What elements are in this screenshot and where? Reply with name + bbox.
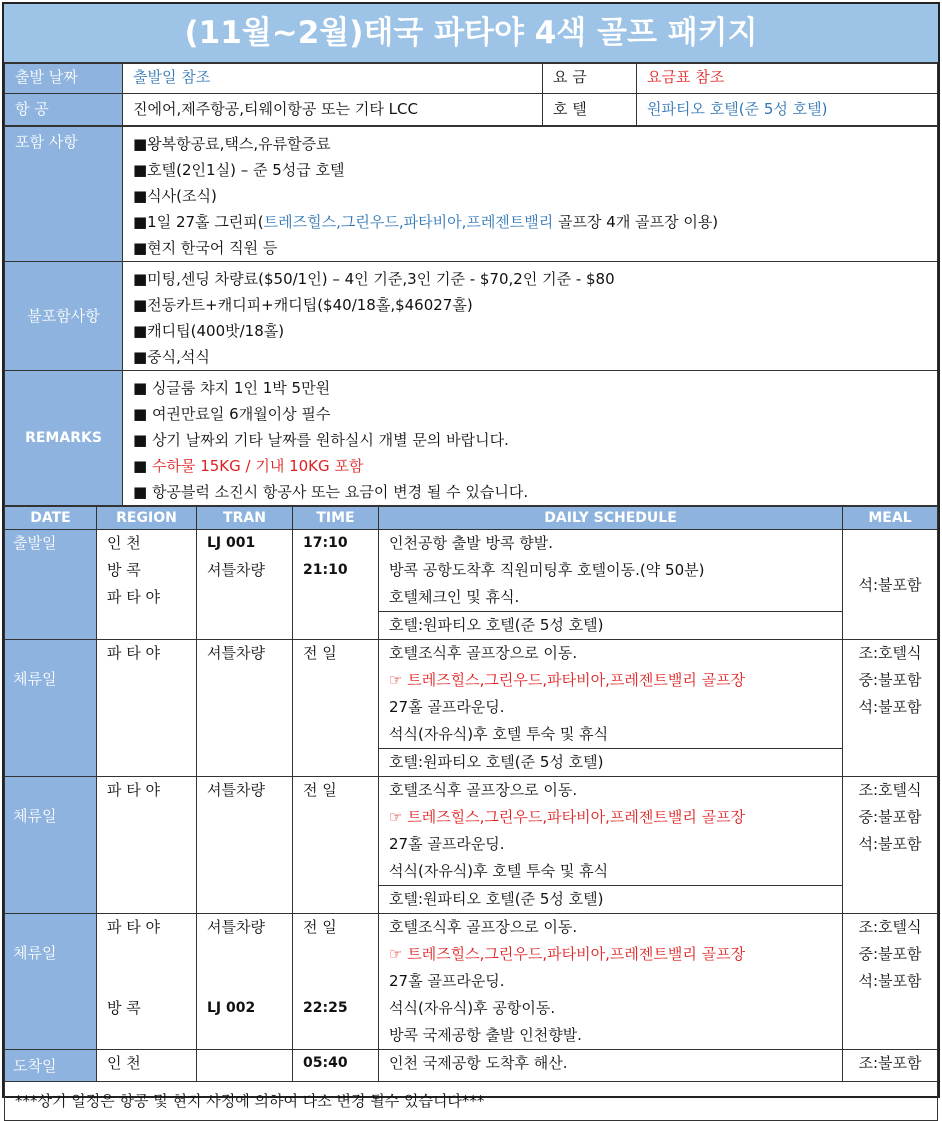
golf-suffix: 골프장 4개 골프장 이용) <box>553 213 719 231</box>
hotel-line: 호텔:원파티오 호텔(준 5성 호텔) <box>379 748 842 776</box>
included-item: ■현지 한국어 직원 등 <box>133 239 278 257</box>
schedule-line: 27홀 골프라운딩. <box>389 698 505 716</box>
daily-schedule-cell <box>379 640 843 777</box>
meal: 조:호텔식 <box>858 781 922 799</box>
time: 05:40 <box>303 1055 348 1071</box>
flight-code: LJ 002 <box>207 1000 256 1016</box>
airline-row <box>5 94 938 126</box>
schedule-row <box>5 1050 938 1082</box>
departure-value: 출발일 참조 <box>123 64 543 94</box>
footer-row <box>5 1082 938 1121</box>
golf-course-line: ☞ 트레즈힐스,그린우드,파타비아,프레젠트밸리 골프장 <box>389 808 746 826</box>
remarks-item: ■ 여권만료일 6개월이상 필수 <box>133 405 331 423</box>
schedule-line: 방콕 공항도착후 직원미팅후 호텔이동.(약 50분) <box>389 561 705 579</box>
schedule-line: 호텔조식후 골프장으로 이동. <box>389 918 578 936</box>
header-time: TIME <box>293 507 379 530</box>
meal: 중:불포함 <box>858 671 922 689</box>
included-item: ■호텔(2인1실) – 준 5성급 호텔 <box>133 161 345 179</box>
included-item: ■왕복항공료,택스,유류할증료 <box>133 135 331 153</box>
time-cell <box>293 640 379 777</box>
header-daily-schedule: DAILY SCHEDULE <box>379 507 843 530</box>
daily-schedule-cell <box>379 914 843 1050</box>
meal-cell <box>843 640 938 777</box>
schedule-row <box>5 640 938 777</box>
golf-course-line: ☞ 트레즈힐스,그린우드,파타비아,프레젠트밸리 골프장 <box>389 671 746 689</box>
time: 21:10 <box>303 562 348 578</box>
region: 파 타 야 <box>107 644 161 662</box>
meal: 석:불포함 <box>858 575 922 594</box>
remarks-label: REMARKS <box>5 371 123 506</box>
included-list <box>123 127 938 262</box>
included-item: ■식사(조식) <box>133 187 217 205</box>
schedule-line: 방콕 국제공항 출발 인천향발. <box>389 1026 582 1044</box>
golf-course-line: ☞ 트레즈힐스,그린우드,파타비아,프레젠트밸리 골프장 <box>389 945 746 963</box>
header-tran: TRAN <box>197 507 293 530</box>
schedule-line: 호텔조식후 골프장으로 이동. <box>389 644 578 662</box>
transport: 셔틀차량 <box>207 561 265 579</box>
day-label: 도착일 <box>5 1050 97 1082</box>
region-cell <box>97 640 197 777</box>
time: 전 일 <box>303 918 337 936</box>
baggage-text: 수하물 15KG / 기내 10KG 포함 <box>151 457 364 475</box>
price-label: 요 금 <box>543 64 637 94</box>
golf-courses: 트레즈힐스,그린우드,파타비아,프레젠트밸리 <box>263 213 554 231</box>
departure-label: 출발 날짜 <box>5 64 123 94</box>
day-label: 체류일 <box>5 914 97 1050</box>
remarks-item: ■ 상기 날짜외 기타 날짜를 원하실시 개별 문의 바랍니다. <box>133 431 509 449</box>
header-meal: MEAL <box>843 507 938 530</box>
meal-cell <box>843 530 938 640</box>
meal: 중:불포함 <box>858 945 922 963</box>
itinerary-document <box>2 2 940 1110</box>
region: 파 타 야 <box>107 918 161 936</box>
region: 방 콕 <box>107 561 141 579</box>
meal: 조:호텔식 <box>858 918 922 936</box>
schedule-line: 인천공항 출발 방콕 향발. <box>389 534 553 552</box>
header-date: DATE <box>5 507 97 530</box>
region: 파 타 야 <box>107 781 161 799</box>
transport: 셔틀차량 <box>207 918 265 936</box>
golf-prefix: ■1일 27홀 그린피( <box>133 213 264 231</box>
time: 22:25 <box>303 1000 348 1016</box>
schedule-line: 호텔체크인 및 휴식. <box>389 588 520 606</box>
schedule-header <box>5 507 938 530</box>
hotel-value: 원파티오 호텔(준 5성 호텔) <box>637 94 938 126</box>
excluded-item: ■캐디팁(400밧/18홀) <box>133 322 285 340</box>
meal: 중:불포함 <box>858 808 922 826</box>
meal-cell <box>843 914 938 1050</box>
schedule-line: 석식(자유식)후 호텔 투숙 및 휴식 <box>389 725 609 743</box>
header-region: REGION <box>97 507 197 530</box>
region-cell <box>97 530 197 640</box>
remarks-item: ■ 싱글룸 챠지 1인 1박 5만원 <box>133 379 331 397</box>
hotel-label: 호 텔 <box>543 94 637 126</box>
tran-cell <box>197 530 293 640</box>
meal: 석:불포함 <box>858 972 922 990</box>
time-cell <box>293 777 379 914</box>
schedule-line: 인천 국제공항 도착후 해산. <box>389 1054 568 1072</box>
meal-cell <box>843 777 938 914</box>
time-cell <box>293 530 379 640</box>
price-value: 요금표 참조 <box>637 64 938 94</box>
transport: 셔틀차량 <box>207 644 265 662</box>
meal: 석:불포함 <box>858 835 922 853</box>
schedule-row <box>5 914 938 1050</box>
region-cell <box>97 914 197 1050</box>
day-label: 체류일 <box>5 777 97 914</box>
excluded-label: 불포함사항 <box>5 262 123 371</box>
airline-label: 항 공 <box>5 94 123 126</box>
included-label: 포함 사항 <box>5 127 123 262</box>
transport: 셔틀차량 <box>207 781 265 799</box>
baggage-prefix: ■ <box>133 457 152 475</box>
meal: 조:불포함 <box>858 1054 922 1072</box>
remarks-baggage-item <box>133 453 937 479</box>
time-cell <box>293 914 379 1050</box>
region-cell <box>97 1050 197 1082</box>
daily-schedule-cell <box>379 1050 843 1082</box>
tran-cell <box>197 640 293 777</box>
day-label: 체류일 <box>5 640 97 777</box>
meal: 석:불포함 <box>858 698 922 716</box>
schedule-row <box>5 530 938 640</box>
tran-cell <box>197 914 293 1050</box>
excluded-item: ■전동카트+캐디피+캐디팁($40/18홀,$46027홀) <box>133 296 473 314</box>
schedule-line: 호텔조식후 골프장으로 이동. <box>389 781 578 799</box>
included-row <box>5 127 938 262</box>
region-cell <box>97 777 197 914</box>
schedule-row <box>5 777 938 914</box>
info-table <box>4 63 938 126</box>
tran-cell <box>197 1050 293 1082</box>
schedule-line: 27홀 골프라운딩. <box>389 972 505 990</box>
daily-schedule-cell <box>379 777 843 914</box>
conditions-table <box>4 126 938 506</box>
schedule-line: 석식(자유식)후 호텔 투숙 및 휴식 <box>389 862 609 880</box>
remarks-item: ■ 항공블럭 소진시 항공사 또는 요금이 변경 될 수 있습니다. <box>133 483 529 501</box>
remarks-row <box>5 371 938 506</box>
hotel-line: 호텔:원파티오 호텔(준 5성 호텔) <box>379 885 842 913</box>
schedule-line: 27홀 골프라운딩. <box>389 835 505 853</box>
included-golf-item <box>133 209 937 235</box>
excluded-list <box>123 262 938 371</box>
page-title: (11월~2월)태국 파타야 4색 골프 패키지 <box>4 4 938 63</box>
region: 인 천 <box>107 534 141 552</box>
tran-cell <box>197 777 293 914</box>
region: 파 타 야 <box>107 588 161 606</box>
airline-value: 진에어,제주항공,티웨이항공 또는 기타 LCC <box>123 94 543 126</box>
flight-code: LJ 001 <box>207 535 256 551</box>
time: 전 일 <box>303 644 337 662</box>
excluded-item: ■중식,석식 <box>133 348 210 366</box>
region: 인 천 <box>107 1054 141 1072</box>
schedule-table <box>4 506 938 1121</box>
time: 17:10 <box>303 535 348 551</box>
schedule-line: 석식(자유식)후 공항이동. <box>389 999 556 1017</box>
region: 방 콕 <box>107 999 141 1017</box>
footer-note: ***상기 일정은 항공 및 현지 사정에 의하여 다소 변경 될수 있습니다*** <box>5 1082 938 1121</box>
time-cell <box>293 1050 379 1082</box>
departure-row <box>5 64 938 94</box>
day-label: 출발일 <box>5 530 97 640</box>
daily-schedule-cell <box>379 530 843 640</box>
hotel-line: 호텔:원파티오 호텔(준 5성 호텔) <box>379 611 842 639</box>
excluded-row <box>5 262 938 371</box>
time: 전 일 <box>303 781 337 799</box>
remarks-list <box>123 371 938 506</box>
meal-cell <box>843 1050 938 1082</box>
excluded-item: ■미팅,센딩 차량료($50/1인) – 4인 기준,3인 기준 - $70,2인 기준 - $80 <box>133 270 615 288</box>
meal: 조:호텔식 <box>858 644 922 662</box>
